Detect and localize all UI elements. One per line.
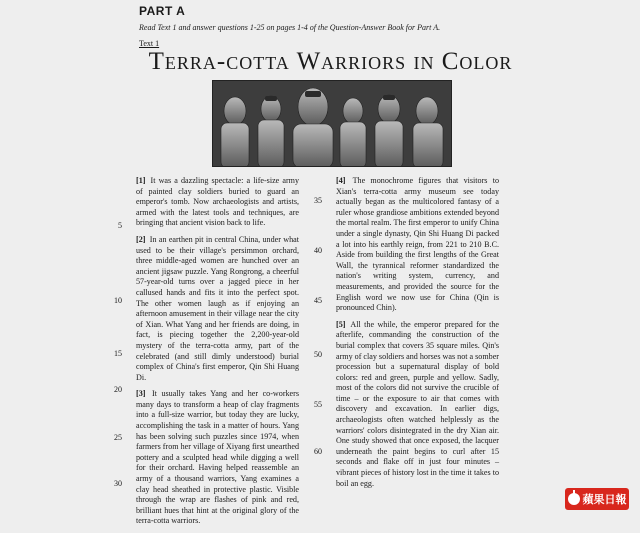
paragraph-number: [5] xyxy=(336,319,346,329)
text-label: Text 1 xyxy=(139,39,160,48)
line-number: 60 xyxy=(314,447,322,456)
line-number: 40 xyxy=(314,246,322,255)
instruction-text: Read Text 1 and answer questions 1-25 on pages 1-4 of the Question-Answer Book for Part A. xyxy=(139,23,441,32)
paragraph-number: [3] xyxy=(136,389,146,399)
line-number: 20 xyxy=(114,385,122,394)
line-number: 5 xyxy=(118,221,122,230)
watermark-badge xyxy=(565,488,629,510)
paragraph-1 xyxy=(136,176,299,229)
warriors-illustration xyxy=(213,81,451,166)
paragraph-text: All the while, the emperor prepared for the afterlife, commanding the construction of the burial complex that covers 35 square miles. Qin's army of clay soldiers and horses was not a somber procession but a supernatural display of bold colors: red and green, purple and yellow. Sadly, most of the colors did not survive the crucible of time – or the exposure to air that comes with discovery and excavation. In earlier digs, archaeologists often watched helplessly as the warriors' colors disintegrated in the dry Xian air. One study showed that once exposed, the lacquer underneath the paint begins to curl after 15 seconds and flake off in just four minutes – vibrant pieces of history lost in the time it takes to boil an egg. xyxy=(336,319,499,488)
paragraph-3 xyxy=(136,389,299,527)
left-column xyxy=(136,176,299,533)
paragraph-number: [1] xyxy=(136,176,146,185)
paragraph-2 xyxy=(136,235,299,383)
paragraph-number: [4] xyxy=(336,176,346,185)
terracotta-warriors-photo xyxy=(212,80,452,167)
part-heading: PART A xyxy=(139,4,186,18)
line-number: 25 xyxy=(114,433,122,442)
paragraph-text: The monochrome figures that visitors to Xian's terra-cotta army museum see today actually began as the multicolored fantasy of a ruler whose grandiose ambitions extended beyond the mortal realm. The first emperor to unify China under a single dynasty, Qin Shi Huang Di packed a lot into his earthly reign, from 221 to 210 B.C. Aside from building the first lengths of the Great Wall, the tyrannical reformer standardized the nation's writing system, currency, and measurements, and provided the source for the English word we now use for China (Qin is pronounced Chin). xyxy=(336,176,499,313)
article-title: Terra-cotta Warriors in Color xyxy=(148,48,513,75)
watermark-label: 蘋果日報 xyxy=(582,493,627,506)
line-number: 50 xyxy=(314,350,322,359)
paragraph-text: It was a dazzling spectacle: a life-size army of painted clay soldiers buried to guard an emperor's tomb. Now archaeologists and artists, armed with the latest tools and techniques, are bringing that ancient vision back to life. xyxy=(136,176,299,228)
right-column xyxy=(336,176,499,495)
paragraph-text: In an earthen pit in central China, under what used to be their village's persimmon orchard, three middle-aged women are hunched over an ancient jigsaw puzzle. Yang Rongrong, a cheerful 57-year-old turns over a jagged piece in her callused hands and fits it into the perfect spot. The other women laugh as if enjoying an afternoon amusement in their village near the city of Xian. What Yang and her friends are doing, in fact, is piecing together the 2,200-year-old mystery of the terra-cotta army, part of the celebrated (and still dimly understood) burial complex of China's first emperor, Qin Shi Huang Di. xyxy=(136,234,299,382)
line-number: 55 xyxy=(314,400,322,409)
paragraph-text: It usually takes Yang and her co-workers many days to transform a heap of clay fragments into a full-size warrior, but today they are lucky, accomplishing the task in a matter of hours. Yang has been solving such puzzles since 1974, when farmers from her village of Xiyang first unearthed pottery and a sculpted head while digging a well for their orchard. Having helped reassemble an army of a thousand warriors, Yang examines a clay head sheathed in protective plastic. Visible through the wrap are flashes of pink and red, brilliant hues that hint at the original glory of the terra-cotta warriors. xyxy=(136,389,299,526)
line-number: 10 xyxy=(114,296,122,305)
paragraph-number: [2] xyxy=(136,234,146,244)
paragraph-5 xyxy=(336,320,499,490)
line-number: 35 xyxy=(314,196,322,205)
line-number: 15 xyxy=(114,349,122,358)
line-number: 30 xyxy=(114,479,122,488)
line-number: 45 xyxy=(314,296,322,305)
apple-logo-icon xyxy=(568,493,580,505)
paragraph-4 xyxy=(336,176,499,314)
